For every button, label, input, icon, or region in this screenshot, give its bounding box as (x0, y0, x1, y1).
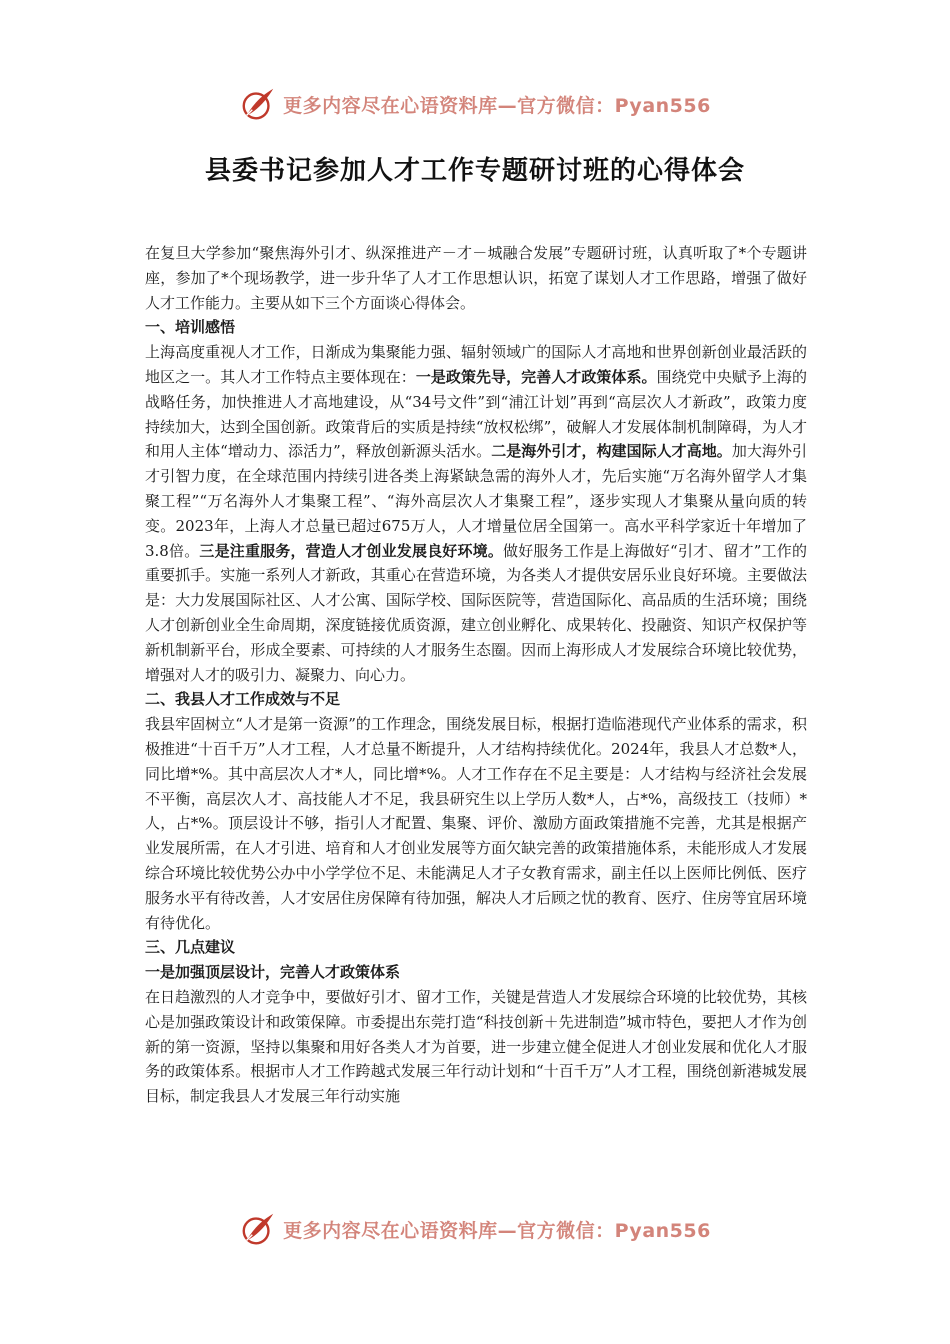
section2-heading: 二、我县人才工作成效与不足 (145, 690, 341, 709)
footer-banner (0, 1209, 950, 1249)
document-title: 县委书记参加人才工作专题研讨班的心得体会 (204, 156, 745, 186)
banner-text: 更多内容尽在心语资料库—官方微信：Pyan556 (283, 94, 711, 117)
section1-heading: 一、培训感悟 (145, 318, 236, 337)
quill-logo-icon (239, 85, 277, 123)
section3-subheading-1: 一是加强顶层设计，完善人才政策体系 (145, 963, 401, 982)
section3-paragraph: 在日趋激烈的人才竞争中，要做好引才、留才工作，关键是营造人才发展综合环境的比较优势，其核心是加强政策设计和政策保障。市委提出东莞打造“科技创新＋先进制造”城市特色，要把人才作为创新的第一资源，坚持以集聚和用好各类人才为首要，进一步建立健全促进人才创业发展和优化人才服务的政策体系。根据市人才工作跨越式发展三年行动计划和“十百千万”人才工程，围绕创新港城发展目标，制定我县人才发展三年行动实施 (145, 987, 807, 1106)
intro-paragraph: 在复旦大学参加“聚焦海外引才、纵深推进产－才－城融合发展”专题研讨班，认真听取了*个专题讲座，参加了*个现场教学，进一步升华了人才工作思想认识，拓宽了谋划人才工作思路，增强了做好人才工作能力。主要从如下三个方面谈心得体会。 (145, 244, 807, 312)
section1-text-b: 围绕党中央赋予上海的战略任务，加快推进人才高地建设，从“34号文件”到“浦江计划”再到“高层次人才新政”，政策力度持续加大，达到全国创新。政策背后的实质是持续“放权松绑”，破解人才发展体制机制障碍，为人才和用人主体“增动力、添活力”，释放创新源头活水。 (145, 367, 807, 461)
section1-text-d: 做好服务工作是上海做好“引才、留才”工作的重要抓手。实施一系列人才新政，其重心在营造环境，为各类人才提供安居乐业良好环境。主要做法是：大力发展国际社区、人才公寓、国际学校、国际医院等，营造国际化、高品质的生活环境；围绕人才创新创业全生命周期，深度链接优质资源，建立创业孵化、成果转化、投融资、知识产权保护等新机制新平台，形成全要素、可持续的人才服务生态圈。因而上海形成人才发展综合环境比较优势，增强对人才的吸引力、凝聚力、向心力。 (145, 541, 807, 684)
section1-point-2: 二是海外引才，构建国际人才高地。 (491, 442, 732, 461)
section1-text-c: 加大海外引才引智力度，在全球范围内持续引进各类上海紧缺急需的海外人才，先后实施“万名海外留学人才集聚工程”“万名海外人才集聚工程”、“海外高层次人才集聚工程”，逐步实现人才集聚从量向质的转变。2023年，上海人才总量已超过675万人，人才增量位居全国第一。高水平科学家近十年增加了3.8倍。 (145, 442, 807, 560)
section1-text-a: 上海高度重视人才工作，日渐成为集聚能力强、辐射领域广的国际人才高地和世界创新创业最活跃的地区之一。其人才工作特点主要体现在： (145, 343, 807, 386)
section1-paragraph (145, 340, 807, 687)
section1-point-1: 一是政策先导，完善人才政策体系。 (415, 367, 657, 386)
quill-logo-icon (239, 1210, 277, 1248)
header-banner (0, 84, 950, 124)
section1-point-3: 三是注重服务，营造人才创业发展良好环境。 (199, 541, 504, 560)
section3-heading: 三、几点建议 (145, 938, 236, 957)
document-body (145, 241, 807, 1109)
section2-paragraph: 我县牢固树立“人才是第一资源”的工作理念，围绕发展目标，根据打造临港现代产业体系的需求，积极推进“十百千万”人才工程，人才总量不断提升，人才结构持续优化。2024年，我县人才总数*人，同比增*%。其中高层次人才*人，同比增*%。人才工作存在不足主要是：人才结构与经济社会发展不平衡，高层次人才、高技能人才不足，我县研究生以上学历人数*人，占*%，高级技工（技师）*人，占*%。顶层设计不够，指引人才配置、集聚、评价、激励方面政策措施不完善，尤其是根据产业发展所需，在人才引进、培育和人才创业发展等方面欠缺完善的政策措施体系，未能形成人才发展综合环境比较优势公办中小学学位不足、未能满足人才子女教育需求，副主任以上医师比例低、医疗服务水平有待改善，人才安居住房保障有待加强，解决人才后顾之忧的教育、医疗、住房等宜居环境有待优化。 (145, 715, 807, 932)
banner-text: 更多内容尽在心语资料库—官方微信：Pyan556 (283, 1219, 711, 1242)
